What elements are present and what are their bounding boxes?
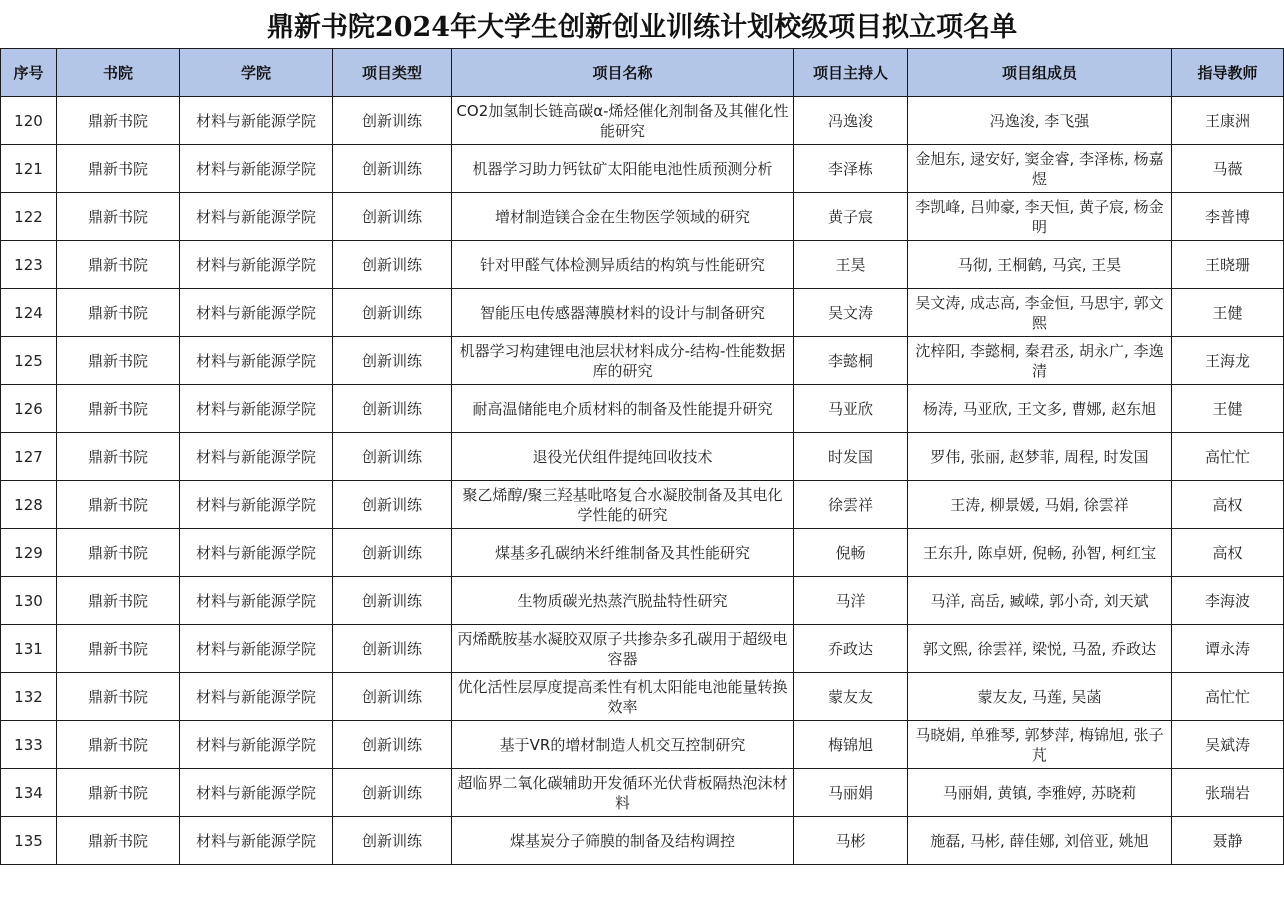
- cell-project-name: 针对甲醛气体检测异质结的构筑与性能研究: [452, 241, 794, 289]
- column-header-college: 学院: [180, 49, 333, 97]
- cell-college: 材料与新能源学院: [180, 433, 333, 481]
- cell-type: 创新训练: [333, 721, 452, 769]
- cell-college: 材料与新能源学院: [180, 289, 333, 337]
- cell-academy: 鼎新书院: [57, 721, 180, 769]
- table-row: [1, 193, 1284, 241]
- cell-members: 蒙友友, 马莲, 吴菡: [908, 673, 1172, 721]
- cell-academy: 鼎新书院: [57, 97, 180, 145]
- table-row: [1, 145, 1284, 193]
- cell-members: 马洋, 高岳, 臧嵘, 郭小奇, 刘天斌: [908, 577, 1172, 625]
- table-row: [1, 817, 1284, 865]
- column-header-id: 序号: [1, 49, 57, 97]
- cell-members: 沈梓阳, 李懿桐, 秦君丞, 胡永广, 李逸清: [908, 337, 1172, 385]
- cell-project-name: CO2加氢制长链高碳α-烯烃催化剂制备及其催化性能研究: [452, 97, 794, 145]
- cell-college: 材料与新能源学院: [180, 721, 333, 769]
- cell-id: 134: [1, 769, 57, 817]
- cell-academy: 鼎新书院: [57, 289, 180, 337]
- cell-id: 131: [1, 625, 57, 673]
- table-row: [1, 241, 1284, 289]
- cell-college: 材料与新能源学院: [180, 625, 333, 673]
- cell-id: 122: [1, 193, 57, 241]
- cell-college: 材料与新能源学院: [180, 337, 333, 385]
- cell-project-name: 机器学习助力钙钛矿太阳能电池性质预测分析: [452, 145, 794, 193]
- cell-college: 材料与新能源学院: [180, 97, 333, 145]
- cell-advisor: 高权: [1172, 529, 1284, 577]
- cell-leader: 王昊: [794, 241, 908, 289]
- table-row: [1, 433, 1284, 481]
- cell-leader: 马亚欣: [794, 385, 908, 433]
- cell-advisor: 王健: [1172, 385, 1284, 433]
- cell-members: 李凯峰, 吕帅豪, 李天恒, 黄子宸, 杨金明: [908, 193, 1172, 241]
- cell-type: 创新训练: [333, 481, 452, 529]
- cell-advisor: 谭永涛: [1172, 625, 1284, 673]
- cell-college: 材料与新能源学院: [180, 817, 333, 865]
- cell-advisor: 高忙忙: [1172, 673, 1284, 721]
- table-row: [1, 337, 1284, 385]
- table-row: [1, 769, 1284, 817]
- cell-academy: 鼎新书院: [57, 385, 180, 433]
- cell-leader: 乔政达: [794, 625, 908, 673]
- cell-advisor: 高忙忙: [1172, 433, 1284, 481]
- table-row: [1, 577, 1284, 625]
- cell-project-name: 耐高温储能电介质材料的制备及性能提升研究: [452, 385, 794, 433]
- cell-advisor: 马薇: [1172, 145, 1284, 193]
- cell-leader: 徐雲祥: [794, 481, 908, 529]
- column-header-members: 项目组成员: [908, 49, 1172, 97]
- cell-academy: 鼎新书院: [57, 625, 180, 673]
- cell-members: 马丽娟, 黄镇, 李雅婷, 苏晓莉: [908, 769, 1172, 817]
- cell-academy: 鼎新书院: [57, 337, 180, 385]
- cell-college: 材料与新能源学院: [180, 145, 333, 193]
- cell-advisor: 王晓珊: [1172, 241, 1284, 289]
- project-table: [0, 48, 1284, 865]
- cell-type: 创新训练: [333, 817, 452, 865]
- cell-advisor: 张瑞岩: [1172, 769, 1284, 817]
- cell-type: 创新训练: [333, 289, 452, 337]
- cell-college: 材料与新能源学院: [180, 385, 333, 433]
- cell-members: 马彻, 王桐鹤, 马宾, 王昊: [908, 241, 1172, 289]
- cell-advisor: 聂静: [1172, 817, 1284, 865]
- cell-type: 创新训练: [333, 673, 452, 721]
- cell-type: 创新训练: [333, 97, 452, 145]
- cell-type: 创新训练: [333, 529, 452, 577]
- cell-college: 材料与新能源学院: [180, 481, 333, 529]
- cell-academy: 鼎新书院: [57, 673, 180, 721]
- cell-id: 132: [1, 673, 57, 721]
- cell-members: 王东升, 陈卓妍, 倪畅, 孙智, 柯红宝: [908, 529, 1172, 577]
- cell-leader: 冯逸浚: [794, 97, 908, 145]
- cell-leader: 李懿桐: [794, 337, 908, 385]
- cell-type: 创新训练: [333, 769, 452, 817]
- cell-leader: 马彬: [794, 817, 908, 865]
- cell-leader: 马丽娟: [794, 769, 908, 817]
- column-header-project: 项目名称: [452, 49, 794, 97]
- cell-college: 材料与新能源学院: [180, 241, 333, 289]
- cell-advisor: 高权: [1172, 481, 1284, 529]
- cell-academy: 鼎新书院: [57, 529, 180, 577]
- table-row: [1, 721, 1284, 769]
- cell-leader: 时发国: [794, 433, 908, 481]
- cell-project-name: 丙烯酰胺基水凝胶双原子共掺杂多孔碳用于超级电容器: [452, 625, 794, 673]
- cell-project-name: 生物质碳光热蒸汽脱盐特性研究: [452, 577, 794, 625]
- cell-advisor: 王健: [1172, 289, 1284, 337]
- cell-id: 135: [1, 817, 57, 865]
- cell-academy: 鼎新书院: [57, 577, 180, 625]
- cell-type: 创新训练: [333, 241, 452, 289]
- cell-project-name: 机器学习构建锂电池层状材料成分-结构-性能数据库的研究: [452, 337, 794, 385]
- cell-members: 杨涛, 马亚欣, 王文多, 曹娜, 赵东旭: [908, 385, 1172, 433]
- cell-college: 材料与新能源学院: [180, 673, 333, 721]
- cell-members: 施磊, 马彬, 薛佳娜, 刘倍亚, 姚旭: [908, 817, 1172, 865]
- cell-id: 126: [1, 385, 57, 433]
- cell-id: 120: [1, 97, 57, 145]
- cell-project-name: 优化活性层厚度提高柔性有机太阳能电池能量转换效率: [452, 673, 794, 721]
- cell-academy: 鼎新书院: [57, 481, 180, 529]
- cell-id: 129: [1, 529, 57, 577]
- cell-leader: 蒙友友: [794, 673, 908, 721]
- header-row: [1, 49, 1284, 97]
- cell-advisor: 李普博: [1172, 193, 1284, 241]
- cell-college: 材料与新能源学院: [180, 193, 333, 241]
- cell-leader: 倪畅: [794, 529, 908, 577]
- cell-advisor: 王康洲: [1172, 97, 1284, 145]
- cell-type: 创新训练: [333, 193, 452, 241]
- cell-project-name: 聚乙烯醇/聚三羟基吡咯复合水凝胶制备及其电化学性能的研究: [452, 481, 794, 529]
- column-header-type: 项目类型: [333, 49, 452, 97]
- column-header-leader: 项目主持人: [794, 49, 908, 97]
- cell-type: 创新训练: [333, 577, 452, 625]
- table-row: [1, 289, 1284, 337]
- cell-academy: 鼎新书院: [57, 241, 180, 289]
- cell-type: 创新训练: [333, 385, 452, 433]
- cell-academy: 鼎新书院: [57, 433, 180, 481]
- cell-college: 材料与新能源学院: [180, 577, 333, 625]
- cell-id: 124: [1, 289, 57, 337]
- cell-members: 冯逸浚, 李飞强: [908, 97, 1172, 145]
- cell-id: 123: [1, 241, 57, 289]
- cell-project-name: 煤基炭分子筛膜的制备及结构调控: [452, 817, 794, 865]
- cell-members: 郭文熙, 徐雲祥, 梁悦, 马盈, 乔政达: [908, 625, 1172, 673]
- page-title: 鼎新书院2024年大学生创新创业训练计划校级项目拟立项名单: [266, 11, 1018, 43]
- cell-leader: 吴文涛: [794, 289, 908, 337]
- cell-type: 创新训练: [333, 433, 452, 481]
- cell-leader: 李泽栋: [794, 145, 908, 193]
- cell-academy: 鼎新书院: [57, 817, 180, 865]
- table-row: [1, 481, 1284, 529]
- cell-project-name: 基于VR的增材制造人机交互控制研究: [452, 721, 794, 769]
- cell-college: 材料与新能源学院: [180, 529, 333, 577]
- cell-academy: 鼎新书院: [57, 193, 180, 241]
- cell-leader: 黄子宸: [794, 193, 908, 241]
- cell-leader: 梅锦旭: [794, 721, 908, 769]
- cell-project-name: 智能压电传感器薄膜材料的设计与制备研究: [452, 289, 794, 337]
- column-header-academy: 书院: [57, 49, 180, 97]
- table-row: [1, 673, 1284, 721]
- table-row: [1, 625, 1284, 673]
- cell-advisor: 吴斌涛: [1172, 721, 1284, 769]
- cell-academy: 鼎新书院: [57, 769, 180, 817]
- cell-id: 130: [1, 577, 57, 625]
- cell-id: 127: [1, 433, 57, 481]
- cell-members: 马晓娟, 单雅琴, 郭梦萍, 梅锦旭, 张子芃: [908, 721, 1172, 769]
- cell-type: 创新训练: [333, 625, 452, 673]
- cell-leader: 马洋: [794, 577, 908, 625]
- table-row: [1, 529, 1284, 577]
- cell-project-name: 煤基多孔碳纳米纤维制备及其性能研究: [452, 529, 794, 577]
- cell-members: 金旭东, 逯安好, 窦金睿, 李泽栋, 杨嘉煜: [908, 145, 1172, 193]
- cell-id: 121: [1, 145, 57, 193]
- cell-type: 创新训练: [333, 145, 452, 193]
- cell-college: 材料与新能源学院: [180, 769, 333, 817]
- cell-academy: 鼎新书院: [57, 145, 180, 193]
- cell-type: 创新训练: [333, 337, 452, 385]
- cell-members: 王涛, 柳景媛, 马娟, 徐雲祥: [908, 481, 1172, 529]
- cell-id: 133: [1, 721, 57, 769]
- cell-project-name: 增材制造镁合金在生物医学领域的研究: [452, 193, 794, 241]
- cell-members: 罗伟, 张丽, 赵梦菲, 周程, 时发国: [908, 433, 1172, 481]
- cell-advisor: 王海龙: [1172, 337, 1284, 385]
- cell-project-name: 退役光伏组件提纯回收技术: [452, 433, 794, 481]
- cell-id: 128: [1, 481, 57, 529]
- column-header-advisor: 指导教师: [1172, 49, 1284, 97]
- cell-members: 吴文涛, 成志高, 李金恒, 马思宇, 郭文熙: [908, 289, 1172, 337]
- table-row: [1, 97, 1284, 145]
- cell-project-name: 超临界二氧化碳辅助开发循环光伏背板隔热泡沫材料: [452, 769, 794, 817]
- cell-advisor: 李海波: [1172, 577, 1284, 625]
- cell-id: 125: [1, 337, 57, 385]
- table-row: [1, 385, 1284, 433]
